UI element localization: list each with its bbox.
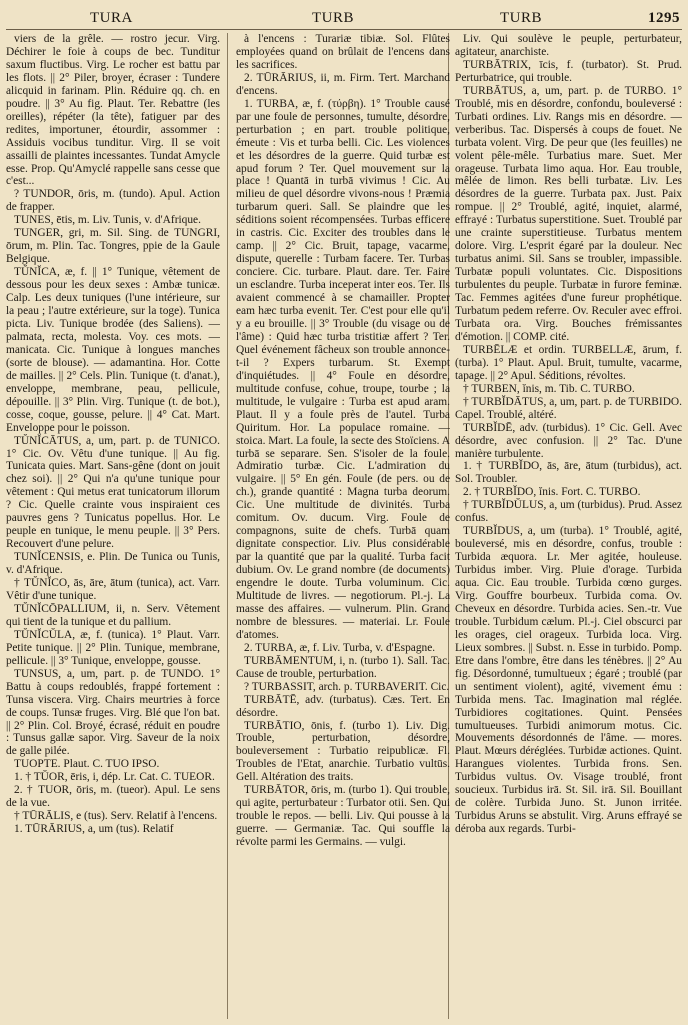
dictionary-entry: ? TURBASSIT, arch. p. TURBAVERIT. Cic. xyxy=(244,680,450,693)
text-column-2 xyxy=(236,33,450,1019)
dictionary-entry: 2. TURBA, æ, f. Liv. Turba, v. d'Espagne. xyxy=(244,641,436,654)
dictionary-entry: TŬNĬCA, æ, f. || 1° Tunique, vêtement de dessous pour les deux sexes : Ambæ tunicæ. Calp. Les deux tuniques (l'une intérieure, sur la peau ; l'autre extérieure, sur la toge). Tunica picta. Liv. Tunique brodée (des Saliens). — palmata, recta, molesta. Voy. ces mots. — manicata. Cic. Tunique à longues manches (sorte de blouse). — adamantina. Hor. Cotte de mailles. || 2° Cels. Plin. Tunique (t. d'anat.), enveloppe, membrane, peau, pellicule, dépouille. || 3° Plin. Virg. Tunique (t. de bot.), cosse, coque, gousse, pelure. || 4° Cat. Mart. Enveloppe pour le poisson. xyxy=(6,266,220,434)
dictionary-entry: 1. TURBA, æ, f. (τύρβη). 1° Trouble causé par une foule de personnes, tumulte, désordre, perturbation ; en part. trouble politique, émeute : Vis et turba belli. Cic. Les violences et les désordres de la guerre. Quid turbæ est apud forum ? Ter. Quel mouvement sur la place ! Quantā in turbā vivimus ! Cic. Au milieu de quel désordre vivons-nous ! Præmia turbarum queri. Sall. Se plaindre que les séditions soient récompensées. Turbas efficere in castris. Cic. Exciter des troubles dans le camp. || 2° Cic. Bruit, tapage, vacarme, dispute, querelle : Turbam facere. Ter. Turbas conciere. Cic. turbare. Plaut. dare. Ter. Faire un esclandre. Turba inceperat inter eos. Ter. Ils avaient commencé à se chamailler. Propter eam hæc turba evenit. Ter. C'est pour elle qu'il y a eu brouille. || 3° Trouble (du visage ou de l'âme) : Quid hæc turba tristitiæ affert ? Ter. Quel événement fâcheux son trouble annonce-t-il ? Expers turbarum. St. Exempt d'inquiétudes. || 4° Foule en désordre, multitude confuse, cohue, troupe, tourbe ; la multitude, le vulgaire : Turba est apud aram. Plaut. Il y a foule près de l'autel. Turba Quiritum. Hor. La populace romaine. — stoica. Mart. La foule, la secte des Stoïciens. A turbā se separare. Sen. S'isoler de la foule. Admiratio turbæ. Cic. L'admiration du vulgaire. || 5° En gén. Foule (de pers. ou de ch.), grande quantité : Magna turba deorum. Cic. Une multitude de divinités. Turba comitum. Ov. ducum. Virg. Foule de compagnons, suite de chefs. Turbā quam dignitate conspectior. Liv. Plus considérable par la quantité que par la qualité. Turba facit dubium. Ov. Le grand nombre (de documents) engendre le doute. Turba voluminum. Cic. Multitude de livres. — negotiorum. Pl.-j. La masse des affaires. — vulnerum. Plin. Grand nombre de blessures. — materiai. Lr. Foule d'atomes. xyxy=(236,97,450,641)
dictionary-entry: TURBĀTĒ, adv. (turbatus). Cæs. Tert. En désordre. xyxy=(236,693,450,719)
dictionary-entry: 2. † TURBĬDO, ĭnis. Fort. C. TURBO. xyxy=(463,486,641,499)
page-number: 1295 xyxy=(648,10,680,26)
dictionary-entry: TURBĀMENTUM, i, n. (turbo 1). Sall. Tac. Cause de trouble, perturbation. xyxy=(236,654,450,680)
header-middle-guide-word: TURB xyxy=(312,10,355,26)
dictionary-entry: 1. † TURBĬDO, ās, āre, ātum (turbidus), act. Sol. Troubler. xyxy=(455,460,682,486)
dictionary-entry: 1. TŪRĀRIUS, a, um (tus). Relatif xyxy=(14,823,174,836)
dictionary-entry: ? TUNDOR, ōris, m. (tundo). Apul. Action de frapper. xyxy=(6,188,220,214)
dictionary-entry: TURBĀTUS, a, um, part. p. de TURBO. 1° Troublé, mis en désordre, confondu, bouleversé : Turbati ordines. Liv. Rangs mis en désordre. — verberibus. Tac. Dispersés à coups de fouet. Ne turbata volent. Virg. De peur que (les feuilles) ne volent pêle-mêle. Turbatius mare. Suet. Mer orageuse. Turbata limo aqua. Hor. Eau trouble, mêlée de limon. Res belli turbatæ. Liv. Les désordres de la guerre. Turbata pax. Just. Paix rompue. || 2° Troublé, agité, inquiet, alarmé, effrayé : Turbatus superstitione. Suet. Troublé par une crainte superstitieuse. Turbatus mentem dolore. Virg. L'esprit égaré par la douleur. Nec turbatus animi. Sil. Sans se troubler, impassible. Turbatæ populi voluntates. Cic. Dispositions turbulentes du peuple. Turbatæ in furore feminæ. Tac. Femmes agitées d'une fureur prophétique. Turbatum pedem referre. Ov. Reculer avec effroi. Turbata ora. Virg. Bouches frémissantes d'émotion. || COMP. cité. xyxy=(455,84,682,343)
dictionary-entry: † TURBĬDŬLUS, a, um (turbidus). Prud. Assez confus. xyxy=(455,499,682,525)
dictionary-entry: 1. † TŬOR, ēris, i, dép. Lr. Cat. C. TUEOR. xyxy=(14,771,215,784)
header-right-guide-word: TURB xyxy=(500,10,543,26)
dictionary-entry: TURBĀTOR, ōris, m. (turbo 1). Qui trouble, qui agite, perturbateur : Turbator otii. Sen. Qui trouble le repos. — belli. Liv. Qui pousse à la guerre. — Germaniæ. Tac. Qui souffle la révolte parmi les Germains. — vulgi. xyxy=(236,784,450,849)
dictionary-entry: TUNES, ētis, m. Liv. Tunis, v. d'Afrique. xyxy=(14,214,201,227)
dictionary-entry: † TURBĬDĀTUS, a, um, part. p. de TURBIDO. Capel. Troublé, altéré. xyxy=(455,395,682,421)
header-rule xyxy=(6,29,682,30)
dictionary-entry: TURBĀTIO, ōnis, f. (turbo 1). Liv. Dig. Trouble, perturbation, désordre, bouleversement : Turbatio reipublicæ. Fl. Troubles de l'Etat, anarchie. Turbatio vultūs. Gell. Altération des traits. xyxy=(236,719,450,784)
text-column-1 xyxy=(6,33,220,1019)
dictionary-entry: † TŪRĀLIS, e (tus). Serv. Relatif à l'encens. xyxy=(14,810,218,823)
dictionary-entry: à l'encens : Turariæ tibiæ. Sol. Flûtes employées quand on brûlait de l'encens dans les sacrifices. xyxy=(236,33,450,71)
dictionary-entry: TURBĀTRIX, īcis, f. (turbator). St. Prud. Perturbatrice, qui trouble. xyxy=(455,58,682,84)
dictionary-entry: TURBĒLÆ et ordin. TURBELLÆ, ārum, f. (turba). 1° Plaut. Apul. Bruit, tumulte, vacarme, tapage. || 2° Apul. Séditions, révoltes. xyxy=(455,343,682,382)
column-divider xyxy=(227,33,228,1019)
dictionary-entry: TUNSUS, a, um, part. p. de TUNDO. 1° Battu à coups redoublés, frappé fortement : Tunsa viscera. Virg. Chairs meurtries à force de coups. Tunsæ fruges. Virg. Blé que l'on bat. || 2° Plin. Col. Broyé, écrasé, réduit en poudre : Tunsus gallæ sapor. Virg. Saveur de la noix de galle pilée. xyxy=(6,667,220,758)
dictionary-entry: TURBĬDUS, a, um (turba). 1° Troublé, agité, bouleversé, mis en désordre, confus, trouble : Turbida æquora. Lr. Mer agitée, houleuse. Turbidus imber. Virg. Pluie d'orage. Turbida aqua. Cic. Eau trouble. Turbida cœno gurges. Virg. Gouffre bourbeux. Turbida coma. Ov. Cheveux en désordre. Turbida acies. Sen.-tr. Vue trouble. Turbidum cælum. Pl.-j. Ciel obscurci par les orages, ciel orageux. Turbida loca. Virg. Lieux sombres. || Subst. n. Esse in turbido. Pomp. Etre dans l'ombre, être dans les ténèbres. || 2° Au fig. Désordonné, tumultueux ; égaré ; troublé (par un sentiment violent), agité, vivement ému : Turbida mens. Tac. Imagination mal réglée. Turbidiores cogitationes. Quint. Pensées tumultueuses. Turbidi animorum motus. Cic. Mouvements désordonnés de l'âme. — mores. Plaut. Mœurs déréglées. Turbidæ actiones. Quint. Harangues violentes. Turbida frons. Sen. Turbidus vultus. Ov. Visage troublé, front soucieux. Turbidus irā. St. Sil. irā. Sil. Bouillant de colère. Turbida Juno. St. Junon irritée. Turbidus Aruns se abstulit. Virg. Aruns effrayé se déroba aux regards. Turbi- xyxy=(455,525,682,836)
dictionary-entry: TŬNĬCĀTUS, a, um, part. p. de TUNICO. 1° Cic. Ov. Vêtu d'une tunique. || Au fig. Tunicata quies. Mart. Sans-gêne (dont on jouit chez soi). || 2° Qui n'a qu'une tunique pour vêtement : Qui metus erat tunicatorum illorum ? Cic. Quelle crainte vous inspiraient ces pauvres gens ? Tunicatus popellus. Hor. Le peuple en tunique, le menu peuple. || 3° Pers. Recouvert d'une pelure. xyxy=(6,434,220,551)
dictionary-entry: 2. TŪRĀRIUS, ii, m. Firm. Tert. Marchand d'encens. xyxy=(236,71,450,97)
dictionary-entry: TUOPTE. Plaut. C. TUO IPSO. xyxy=(14,758,160,771)
header-left-guide-word: TURA xyxy=(90,10,133,26)
dictionary-entry: † TURBEN, ĭnis, m. Tib. C. TURBO. xyxy=(463,382,635,395)
dictionary-entry: 2. † TUOR, ōris, m. (tueor). Apul. Le sens de la vue. xyxy=(6,784,220,810)
dictionary-entry: † TŬNĬCO, ās, āre, ātum (tunica), act. Varr. Vêtir d'une tunique. xyxy=(6,577,220,602)
dictionary-entry: TŬNĬCŌPALLIUM, ii, n. Serv. Vêtement qui tient de la tunique et du pallium. xyxy=(6,602,220,628)
dictionary-entry: TURBĬDĒ, adv. (turbidus). 1° Cic. Gell. Avec désordre, avec confusion. || 2° Tac. D'une manière turbulente. xyxy=(455,421,682,460)
dictionary-entry: viers de la grêle. — rostro jecur. Virg. Déchirer le foie à coups de bec. Tunditur saxum fluctibus. Virg. Le rocher est battu par les flots. || 2° Piler, broyer, écraser : Tundere alicquid in farinam. Plin. Réduire qq. ch. en poudre. || 3° Au fig. Plaut. Ter. Rebattre (les oreilles), répéter (la tête), fatiguer par des redites, importuner, étourdir, assommer : Assiduis vocibus tunditur. Virg. Il se voit assailli de plaintes incessantes. Tundat Amycle esse. Prop. Qu'Amyclé rappelle sans cesse que c'est... xyxy=(6,33,220,188)
running-header xyxy=(0,6,688,28)
text-column-3 xyxy=(455,33,682,1019)
dictionary-entry: TUNĬCENSIS, e. Plin. De Tunica ou Tunis, v. d'Afrique. xyxy=(6,551,220,577)
dictionary-entry: TŬNĬCŬLA, æ, f. (tunica). 1° Plaut. Varr. Petite tunique. || 2° Plin. Tunique, membrane, pellicule. || 3° Tunique, enveloppe, gousse. xyxy=(6,628,220,667)
dictionary-entry: Liv. Qui soulève le peuple, perturbateur, agitateur, anarchiste. xyxy=(455,33,682,58)
dictionary-entry: TUNGER, gri, m. Sil. Sing. de TUNGRI, ōrum, m. Plin. Tac. Tongres, ppie de la Gaule Belgique. xyxy=(6,227,220,266)
